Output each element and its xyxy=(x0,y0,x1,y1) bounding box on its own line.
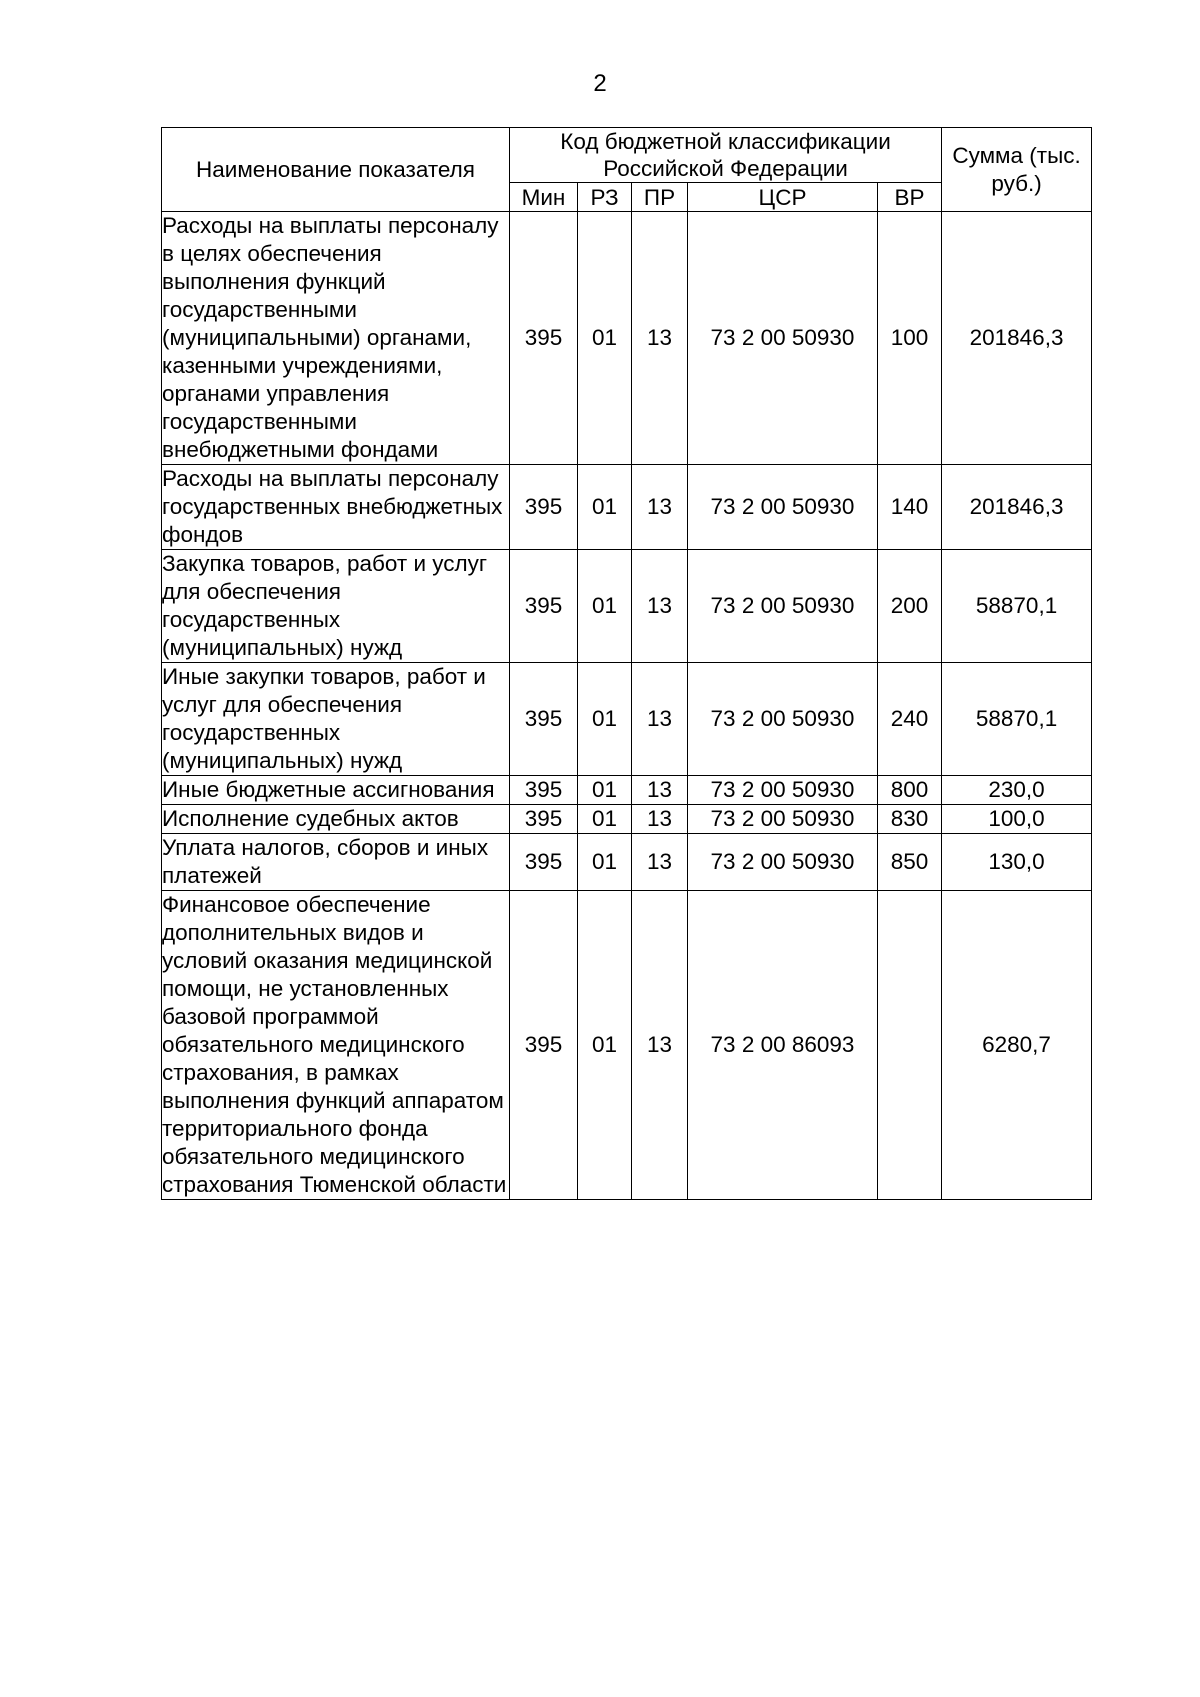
row-vr xyxy=(878,891,942,1200)
table-row xyxy=(162,550,1092,663)
page-number: 2 xyxy=(593,70,607,97)
table-row xyxy=(162,663,1092,776)
table-row xyxy=(162,834,1092,891)
header-csr: ЦСР xyxy=(688,183,878,212)
row-csr: 73 2 00 86093 xyxy=(688,891,878,1200)
row-vr: 200 xyxy=(878,550,942,663)
header-vr: ВР xyxy=(878,183,942,212)
row-pr: 13 xyxy=(632,212,688,465)
row-rz: 01 xyxy=(578,550,632,663)
table-header xyxy=(162,128,1092,212)
row-pr: 13 xyxy=(632,834,688,891)
row-sum: 6280,7 xyxy=(942,891,1092,1200)
row-csr: 73 2 00 50930 xyxy=(688,663,878,776)
row-sum: 230,0 xyxy=(942,776,1092,805)
row-pr: 13 xyxy=(632,776,688,805)
row-name: Финансовое обеспечение дополнительных видов и условий оказания медицинской помощи, не установленных базовой программой обязательного медицинского страхования, в рамках выполнения функций аппаратом территориального фонда обязательного медицинского страхования Тюменской области xyxy=(162,891,510,1200)
row-rz: 01 xyxy=(578,891,632,1200)
row-csr: 73 2 00 50930 xyxy=(688,465,878,550)
row-min: 395 xyxy=(510,805,578,834)
budget-table xyxy=(161,127,1092,1200)
row-min: 395 xyxy=(510,465,578,550)
row-csr: 73 2 00 50930 xyxy=(688,776,878,805)
row-name: Уплата налогов, сборов и иных платежей xyxy=(162,834,510,891)
row-pr: 13 xyxy=(632,465,688,550)
row-min: 395 xyxy=(510,212,578,465)
row-sum: 130,0 xyxy=(942,834,1092,891)
table-row xyxy=(162,891,1092,1200)
row-rz: 01 xyxy=(578,834,632,891)
row-name: Иные бюджетные ассигнования xyxy=(162,776,510,805)
header-sum-column: Сумма (тыс. руб.) xyxy=(942,128,1092,212)
row-sum: 58870,1 xyxy=(942,550,1092,663)
row-csr: 73 2 00 50930 xyxy=(688,212,878,465)
row-vr: 830 xyxy=(878,805,942,834)
row-sum: 58870,1 xyxy=(942,663,1092,776)
row-vr: 850 xyxy=(878,834,942,891)
row-min: 395 xyxy=(510,891,578,1200)
header-rz: РЗ xyxy=(578,183,632,212)
row-sum: 100,0 xyxy=(942,805,1092,834)
row-vr: 140 xyxy=(878,465,942,550)
row-rz: 01 xyxy=(578,663,632,776)
row-rz: 01 xyxy=(578,212,632,465)
row-min: 395 xyxy=(510,776,578,805)
row-csr: 73 2 00 50930 xyxy=(688,834,878,891)
table-row xyxy=(162,212,1092,465)
row-pr: 13 xyxy=(632,550,688,663)
row-sum: 201846,3 xyxy=(942,212,1092,465)
row-csr: 73 2 00 50930 xyxy=(688,805,878,834)
header-pr: ПР xyxy=(632,183,688,212)
row-rz: 01 xyxy=(578,465,632,550)
row-vr: 240 xyxy=(878,663,942,776)
row-pr: 13 xyxy=(632,891,688,1200)
table-row xyxy=(162,465,1092,550)
header-code-group: Код бюджетной классификации Российской Федерации xyxy=(510,128,942,183)
row-pr: 13 xyxy=(632,663,688,776)
row-vr: 100 xyxy=(878,212,942,465)
row-name: Расходы на выплаты персоналу в целях обеспечения выполнения функций государственными (муниципальными) органами, казенными учреждениями, органами управления государственными внебюджетными фондами xyxy=(162,212,510,465)
row-pr: 13 xyxy=(632,805,688,834)
row-min: 395 xyxy=(510,663,578,776)
row-rz: 01 xyxy=(578,776,632,805)
row-name: Расходы на выплаты персоналу государственных внебюджетных фондов xyxy=(162,465,510,550)
row-name: Закупка товаров, работ и услуг для обеспечения государственных (муниципальных) нужд xyxy=(162,550,510,663)
header-name-column: Наименование показателя xyxy=(162,128,510,212)
row-csr: 73 2 00 50930 xyxy=(688,550,878,663)
table-row xyxy=(162,805,1092,834)
row-name: Иные закупки товаров, работ и услуг для обеспечения государственных (муниципальных) нужд xyxy=(162,663,510,776)
row-vr: 800 xyxy=(878,776,942,805)
table-row xyxy=(162,776,1092,805)
row-sum: 201846,3 xyxy=(942,465,1092,550)
table-body xyxy=(162,212,1092,1200)
row-min: 395 xyxy=(510,834,578,891)
row-rz: 01 xyxy=(578,805,632,834)
row-min: 395 xyxy=(510,550,578,663)
row-name: Исполнение судебных актов xyxy=(162,805,510,834)
header-min: Мин xyxy=(510,183,578,212)
